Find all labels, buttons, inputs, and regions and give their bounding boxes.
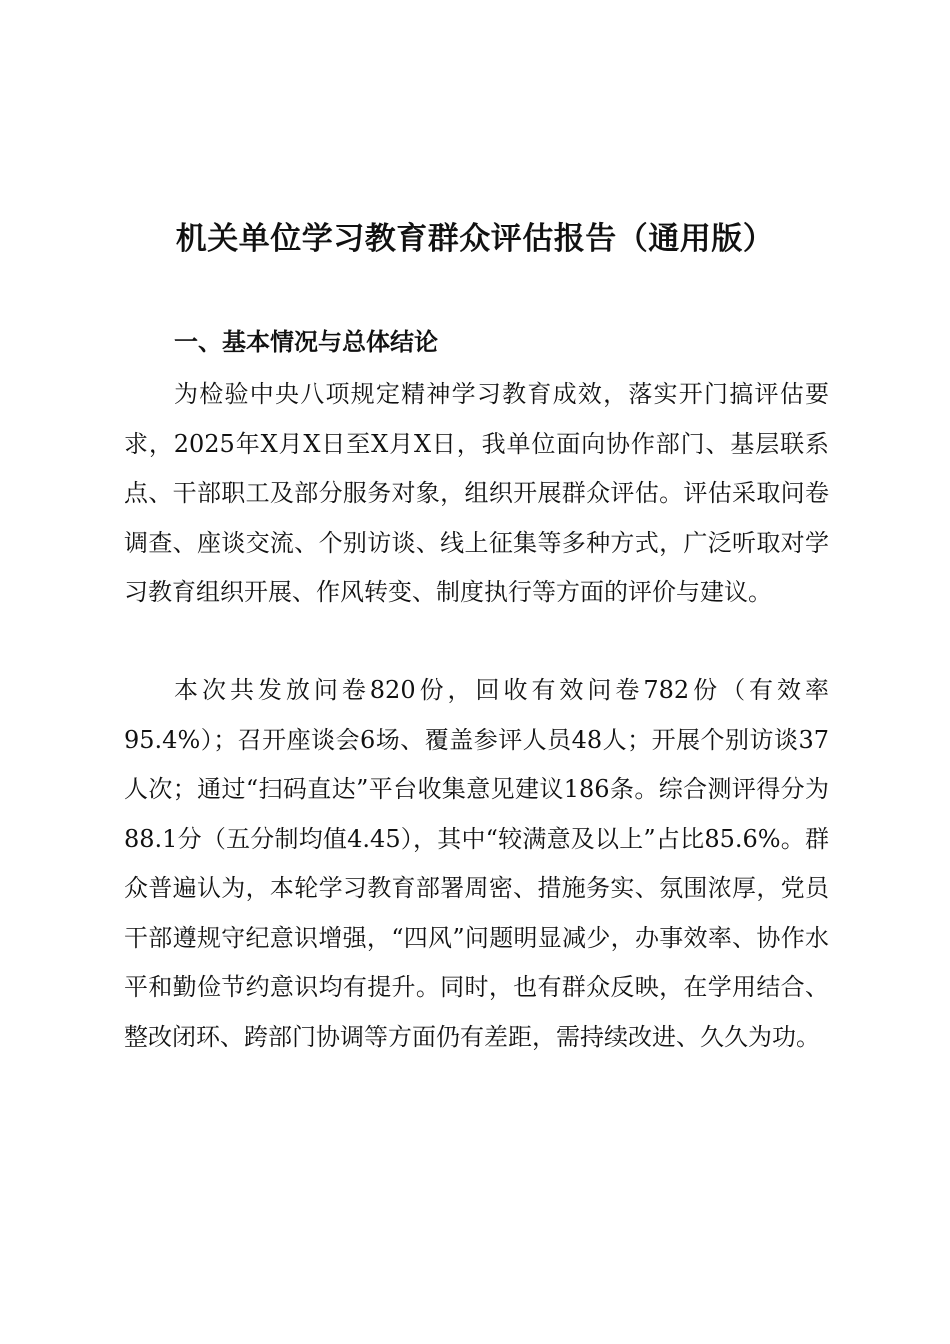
body-paragraph-2: 本次共发放问卷820份，回收有效问卷782份（有效率95.4%）；召开座谈会6场、覆盖参评人员48人；开展个别访谈37人次；通过“扫码直达”平台收集意见建议186条。综合测评得分为88.1分（五分制均值4.45），其中“较满意及以上”占比85.6%。群众普遍认为，本轮学习教育部署周密、措施务实、氛围浓厚，党员干部遵规守纪意识增强，“四风”问题明显减少，办事效率、协作水平和勤俭节约意识均有提升。同时，也有群众反映，在学用结合、整改闭环、跨部门协调等方面仍有差距，需持续改进、久久为功。 (124, 676, 829, 1051)
section-heading: 一、基本情况与总体结论 (174, 328, 438, 356)
body-paragraph-1: 为检验中央八项规定精神学习教育成效，落实开门搞评估要求，2025年X月X日至X月X日，我单位面向协作部门、基层联系点、干部职工及部分服务对象，组织开展群众评估。评估采取问卷调查、座谈交流、个别访谈、线上征集等多种方式，广泛听取对学习教育组织开展、作风转变、制度执行等方面的评价与建议。 (124, 380, 829, 606)
document-title: 机关单位学习教育群众评估报告（通用版） (175, 221, 775, 257)
